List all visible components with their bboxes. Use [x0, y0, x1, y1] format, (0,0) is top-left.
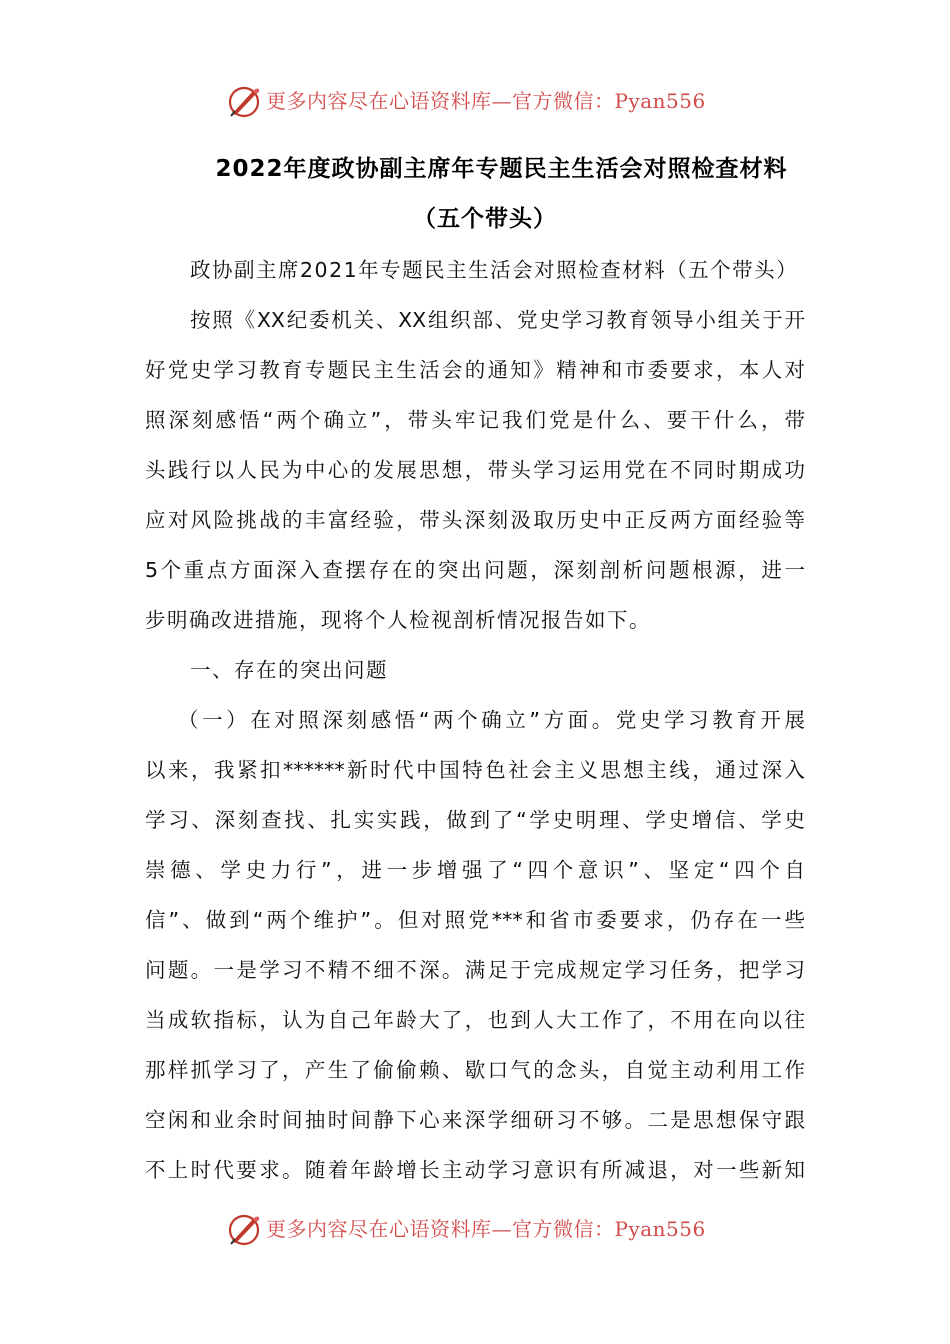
body-line: 步明确改进措施，现将个人检视剖析情况报告如下。: [145, 608, 651, 632]
body-line: 崇德、学史力行”，进一步增强了“四个意识”、坚定“四个自: [145, 858, 805, 882]
quill-pen-logo-icon: [226, 84, 262, 120]
body-line: 空闲和业余时间抽时间静下心来深学细研习不够。二是思想保守跟: [145, 1108, 805, 1132]
footer-watermark: [0, 1210, 950, 1250]
watermark-text: 更多内容尽在心语资料库—官方微信：Pyan556: [266, 89, 706, 113]
body-line: 头践行以人民为中心的发展思想，带头学习运用党在不同时期成功: [145, 458, 805, 482]
body-line: 信”、做到“两个维护”。但对照党***和省市委要求，仍存在一些: [145, 908, 805, 932]
body-line: 照深刻感悟“两个确立”，带头牢记我们党是什么、要干什么，带: [145, 408, 805, 432]
section-heading: 一、存在的突出问题: [190, 658, 388, 682]
body-line: 好党史学习教育专题民主生活会的通知》精神和市委要求，本人对: [145, 358, 805, 382]
document-subtitle: （五个带头）: [413, 206, 557, 232]
body-line: 按照《XX纪委机关、XX组织部、党史学习教育领导小组关于开: [190, 308, 805, 332]
body-line: 问题。一是学习不精不细不深。满足于完成规定学习任务，把学习: [145, 958, 805, 982]
body-line: 以来，我紧扣******新时代中国特色社会主义思想主线，通过深入: [145, 758, 805, 782]
body-line: 应对风险挑战的丰富经验，带头深刻汲取历史中正反两方面经验等: [145, 508, 805, 532]
watermark-text: 更多内容尽在心语资料库—官方微信：Pyan556: [266, 1217, 706, 1241]
body-line: 政协副主席2021年专题民主生活会对照检查材料（五个带头）: [190, 258, 799, 282]
body-line: 当成软指标，认为自己年龄大了，也到人大工作了，不用在向以往: [145, 1008, 805, 1032]
quill-pen-logo-icon: [226, 1212, 262, 1248]
document-title: 2022年度政协副主席年专题民主生活会对照检查材料: [215, 156, 788, 182]
body-line: 5个重点方面深入查摆存在的突出问题，深刻剖析问题根源，进一: [145, 558, 805, 582]
body-line: 那样抓学习了，产生了偷偷赖、歇口气的念头，自觉主动利用工作: [145, 1058, 805, 1082]
body-line: （一）在对照深刻感悟“两个确立”方面。党史学习教育开展: [178, 708, 805, 732]
body-line: 不上时代要求。随着年龄增长主动学习意识有所减退，对一些新知: [145, 1158, 805, 1182]
body-line: 学习、深刻查找、扎实实践，做到了“学史明理、学史增信、学史: [145, 808, 805, 832]
header-watermark: [0, 82, 950, 122]
